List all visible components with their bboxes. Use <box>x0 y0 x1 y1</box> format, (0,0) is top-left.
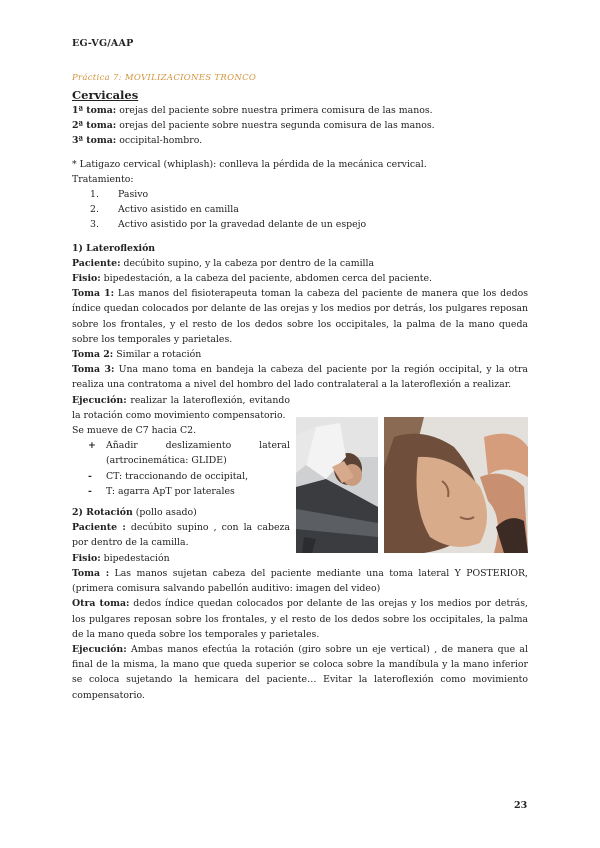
latero-toma2 <box>72 347 528 362</box>
photo-closeup-drawing <box>384 417 528 553</box>
field-label: Otra toma: <box>72 598 130 610</box>
field-text: dedos índice quedan colocados por delante de las orejas y los medios por detrás, los pulgares reposan sobre los frontales, y el resto de los dedos sobre los occipitales, la palma de la mano queda sobre los temporales y parietales. <box>72 598 529 640</box>
field-text: Ambas manos efectúa la rotación (giro sobre un eje vertical) , de manera que al final de la misma, la mano que queda superior se coloca sobre la mandíbula y la mano inferior se coloca sujetando la hemicara del paciente… Evitar la lateroflexión como movimiento compensatorio. <box>72 643 528 701</box>
field-text: Las manos del fisioterapeuta toman la cabeza del paciente de manera que los dedos índice quedan colocados por delante de las orejas y los medios por detrás, los pulgares reposan sobre los frontales, y el resto de los dedos sobre los occipitales, la palma de la mano queda sobre los temporales y parietales. <box>72 288 528 345</box>
rot-paciente <box>72 520 290 550</box>
technique-photos <box>296 417 528 553</box>
latero-toma1 <box>72 286 528 347</box>
photo-lateroflexion-drawing <box>296 417 378 553</box>
lateroflexion-title <box>72 241 528 256</box>
latero-fisio <box>72 271 528 286</box>
list-item <box>72 187 528 202</box>
toma-intro-label: 3ª toma: <box>72 135 117 147</box>
list-number: 3. <box>90 219 99 231</box>
bullet-marker: - <box>88 485 92 497</box>
photo-lateroflexion-closeup <box>384 417 528 553</box>
toma-intro-text: orejas del paciente sobre nuestra segunda comisura de las manos. <box>116 120 435 132</box>
toma-intro-text: occipital-hombro. <box>116 135 203 147</box>
rot-otra-toma <box>72 596 528 642</box>
latero-toma3 <box>72 362 528 392</box>
toma-intro-label: 2ª toma: <box>72 120 117 132</box>
field-text: decúbito supino, y la cabeza por dentro de la camilla <box>120 257 375 269</box>
tratamiento-list <box>72 187 528 233</box>
field-label: Paciente: <box>72 257 121 269</box>
rot-ejecucion <box>72 642 528 703</box>
page-header: EG-VG/AAP <box>72 38 134 49</box>
toma-intro-1 <box>72 103 528 118</box>
list-number: 2. <box>90 204 99 216</box>
list-item <box>72 469 290 484</box>
field-text: Las manos sujetan cabeza del paciente mediante una toma lateral Y POSTERIOR, (primera comisura salvando pabellón auditivo: imagen del video) <box>72 567 528 595</box>
field-label: Toma 2: <box>72 349 114 361</box>
list-item <box>72 484 290 499</box>
rot-toma <box>72 566 528 596</box>
rotacion-heading: 2) Rotación <box>72 507 133 519</box>
list-text: CT: traccionando de occipital, <box>106 470 249 482</box>
rotacion-heading-note: (pollo asado) <box>132 507 197 519</box>
toma-intro-text: orejas del paciente sobre nuestra primera comisura de las manos. <box>116 105 433 116</box>
field-label: Toma : <box>72 567 110 579</box>
latero-mueve: Se mueve de C7 hacia C2. <box>72 425 197 437</box>
toma-intro-3 <box>72 133 528 148</box>
list-text: Activo asistido en camilla <box>118 204 239 216</box>
field-label: Ejecución: <box>72 394 127 406</box>
photo-lateroflexion-clinic <box>296 417 378 553</box>
bullet-marker: - <box>88 470 92 482</box>
field-label: Fisio: <box>72 552 101 564</box>
list-text: Activo asistido por la gravedad delante de un espejo <box>118 219 367 231</box>
section-title: Cervicales <box>72 88 139 102</box>
field-label: Toma 3: <box>72 364 115 376</box>
lateroflexion-heading: 1) Lateroflexión <box>72 242 156 254</box>
practice-title: Práctica 7: MOVILIZACIONES TRONCO <box>72 73 257 83</box>
list-item <box>72 202 528 217</box>
field-label: Toma 1: <box>72 288 115 300</box>
execution-column <box>72 393 290 551</box>
list-text: T: agarra ApT por laterales <box>106 485 235 497</box>
field-text: Similar a rotación <box>113 349 202 361</box>
bullet-marker: + <box>88 440 96 452</box>
field-text: realizar la lateroflexión, evitando la rotación como movimiento compensatorio. <box>72 394 290 421</box>
field-label: Paciente : <box>72 522 126 534</box>
field-text: decúbito supino , con la cabeza por dentro de la camilla. <box>72 522 290 549</box>
tratamiento-label: Tratamiento: <box>72 173 134 185</box>
rotacion-title <box>72 505 290 520</box>
field-text: bipedestación <box>100 552 170 564</box>
list-text: Pasivo <box>118 189 149 201</box>
list-item <box>72 217 528 232</box>
list-item <box>72 438 290 468</box>
latero-bullets <box>72 438 290 499</box>
field-text: bipedestación, a la cabeza del paciente, abdomen cerca del paciente. <box>100 273 433 285</box>
field-text: Una mano toma en bandeja la cabeza del paciente por la región occipital, y la otra realiza una contratoma a nivel del hombro del lado contralateral a la lateroflexión a realizar. <box>72 364 528 391</box>
field-label: Ejecución: <box>72 643 127 655</box>
main-content <box>72 88 528 703</box>
field-label: Fisio: <box>72 273 101 285</box>
list-number: 1. <box>90 189 99 201</box>
page-number: 23 <box>514 800 528 811</box>
latero-ejecucion <box>72 393 290 423</box>
whiplash-note: * Latigazo cervical (whiplash): conlleva la pérdida de la mecánica cervical. <box>72 158 427 170</box>
toma-intro-2 <box>72 118 528 133</box>
toma-intro-label: 1ª toma: <box>72 105 117 116</box>
list-text: Añadir deslizamiento lateral (artrocinemática: GLIDE) <box>106 440 290 467</box>
latero-paciente <box>72 256 528 271</box>
